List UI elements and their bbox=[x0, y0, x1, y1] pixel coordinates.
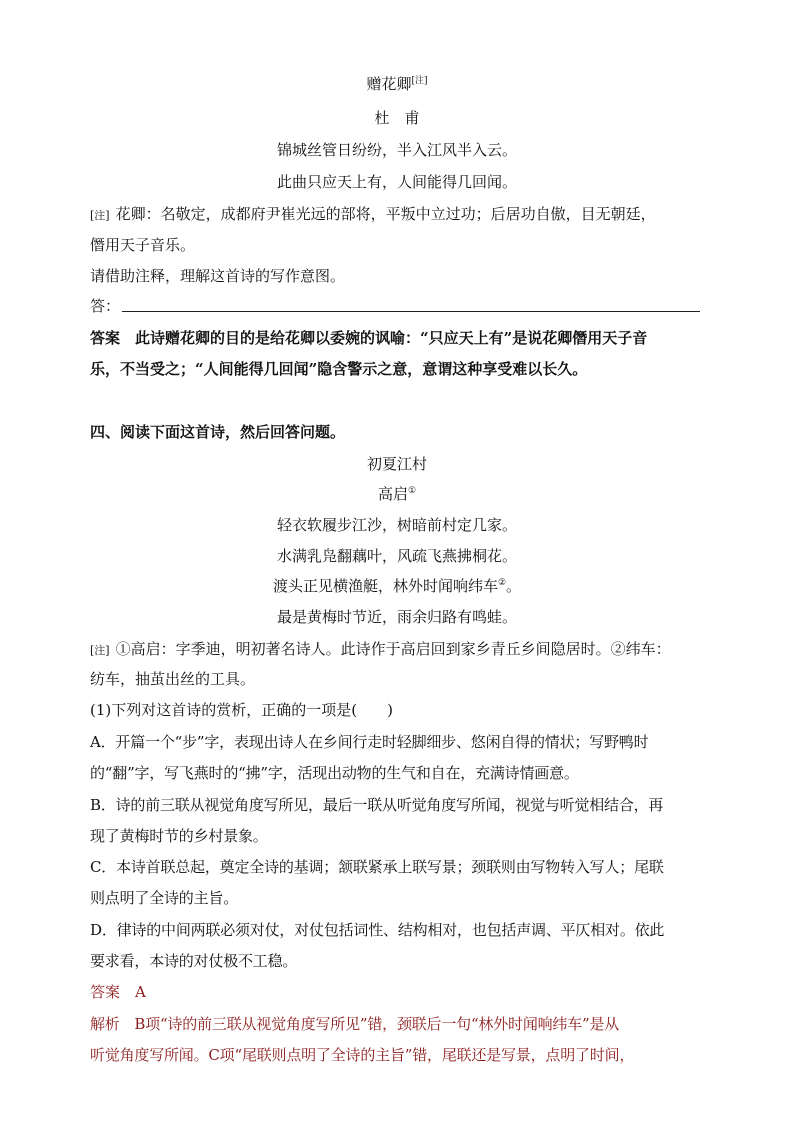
poem2-note-tag: [注] bbox=[90, 644, 110, 657]
poem2-note-text-1: ①高启：字季迪，明初著名诗人。此诗作于高启回到家乡青丘乡间隐居时。②纬车： bbox=[115, 640, 671, 658]
poem1-note-tag: [注] bbox=[90, 209, 110, 222]
option-a-line-2: 的“翻”字，写飞燕时的“拂”字，活现出动物的生气和自在，充满诗情画意。 bbox=[90, 764, 579, 782]
option-c-line-2: 则点明了全诗的主旨。 bbox=[90, 889, 239, 907]
answer-blank-line[interactable] bbox=[122, 311, 700, 312]
poem1-note-line-2: 僭用天子音乐。 bbox=[90, 236, 196, 254]
poem1-title-text: 赠花卿 bbox=[366, 75, 412, 93]
poem1-note-line-1 bbox=[90, 204, 710, 226]
poem2-line-2: 水满乳凫翻藕叶，风疏飞燕拂桐花。 bbox=[276, 547, 517, 565]
poem1-title-note: [注] bbox=[411, 76, 428, 86]
poem2-line-3-note: ② bbox=[497, 578, 507, 588]
section4-heading: 四、阅读下面这首诗，然后回答问题。 bbox=[90, 423, 346, 441]
poem2-line-3-end: 。 bbox=[506, 577, 522, 595]
poem1-answer-line-1: 答案 此诗赠花卿的目的是给花卿以委婉的讽喻：“只应天上有”是说花卿僭用天子音 bbox=[90, 329, 648, 347]
option-d-line-2: 要求看，本诗的对仗极不工稳。 bbox=[90, 952, 298, 970]
poem2-title: 初夏江村 bbox=[366, 455, 427, 473]
option-b-line-2: 现了黄梅时节的乡村景象。 bbox=[90, 827, 268, 845]
poem2-line-4: 最是黄梅时节近，雨余归路有鸣蛙。 bbox=[276, 608, 517, 626]
option-c-line-1: C．本诗首联总起，奠定全诗的基调；颔联紧承上联写景；颈联则由写物转入写人；尾联 bbox=[90, 858, 664, 876]
analysis-line-2: 听觉角度写所闻。C项“尾联则点明了全诗的主旨”错，尾联还是写景，点明了时间， bbox=[90, 1046, 635, 1064]
poem2-note-line-1 bbox=[90, 639, 710, 661]
option-b-line-1: B．诗的前三联从视觉角度写所见，最后一联从听觉角度写所闻，视觉与听觉相结合，再 bbox=[90, 796, 664, 814]
poem2-author-note: ① bbox=[407, 486, 417, 496]
poem2-author-text: 高启 bbox=[377, 485, 408, 503]
poem2-line-1: 轻衣软履步江沙，树暗前村定几家。 bbox=[276, 516, 517, 534]
poem2-author bbox=[0, 484, 794, 504]
analysis-line-1: 解析 B项“诗的前三联从视觉角度写所见”错，颈联后一句“林外时闻响纬车”是从 bbox=[90, 1015, 620, 1033]
option-a-line-1: A．开篇一个“步”字，表现出诗人在乡间行走时轻脚细步、悠闲自得的情状；写野鸭时 bbox=[90, 733, 649, 751]
poem1-line-1: 锦城丝管日纷纷，半入江风半入云。 bbox=[276, 141, 517, 159]
poem2-line-3-text: 渡头正见横渔艇，林外时闻响纬车 bbox=[272, 577, 498, 595]
poem1-line-2: 此曲只应天上有，人间能得几回闻。 bbox=[276, 173, 517, 191]
question-1: (1)下列对这首诗的赏析，正确的一项是( ) bbox=[90, 701, 393, 719]
poem1-title bbox=[0, 74, 794, 94]
poem1-author: 杜 甫 bbox=[374, 109, 420, 127]
option-d-line-1: D．律诗的中间两联必须对仗，对仗包括词性、结构相对，也包括声调、平仄相对。依此 bbox=[90, 921, 665, 939]
answer-label: 答案 A bbox=[90, 983, 146, 1001]
poem1-answer-prompt: 答： bbox=[90, 297, 121, 315]
poem1-answer-line-2: 乐，不当受之；“人间能得几回闻”隐含警示之意，意谓这种享受难以长久。 bbox=[90, 360, 588, 378]
poem1-note-text-1: 花卿：名敬定，成都府尹崔光远的部将，平叛中立过功；后居功自傲，目无朝廷， bbox=[115, 205, 656, 223]
poem2-line-3 bbox=[0, 576, 794, 596]
poem1-question: 请借助注释，理解这首诗的写作意图。 bbox=[90, 267, 346, 285]
poem2-note-line-2: 纺车，抽茧出丝的工具。 bbox=[90, 670, 256, 688]
